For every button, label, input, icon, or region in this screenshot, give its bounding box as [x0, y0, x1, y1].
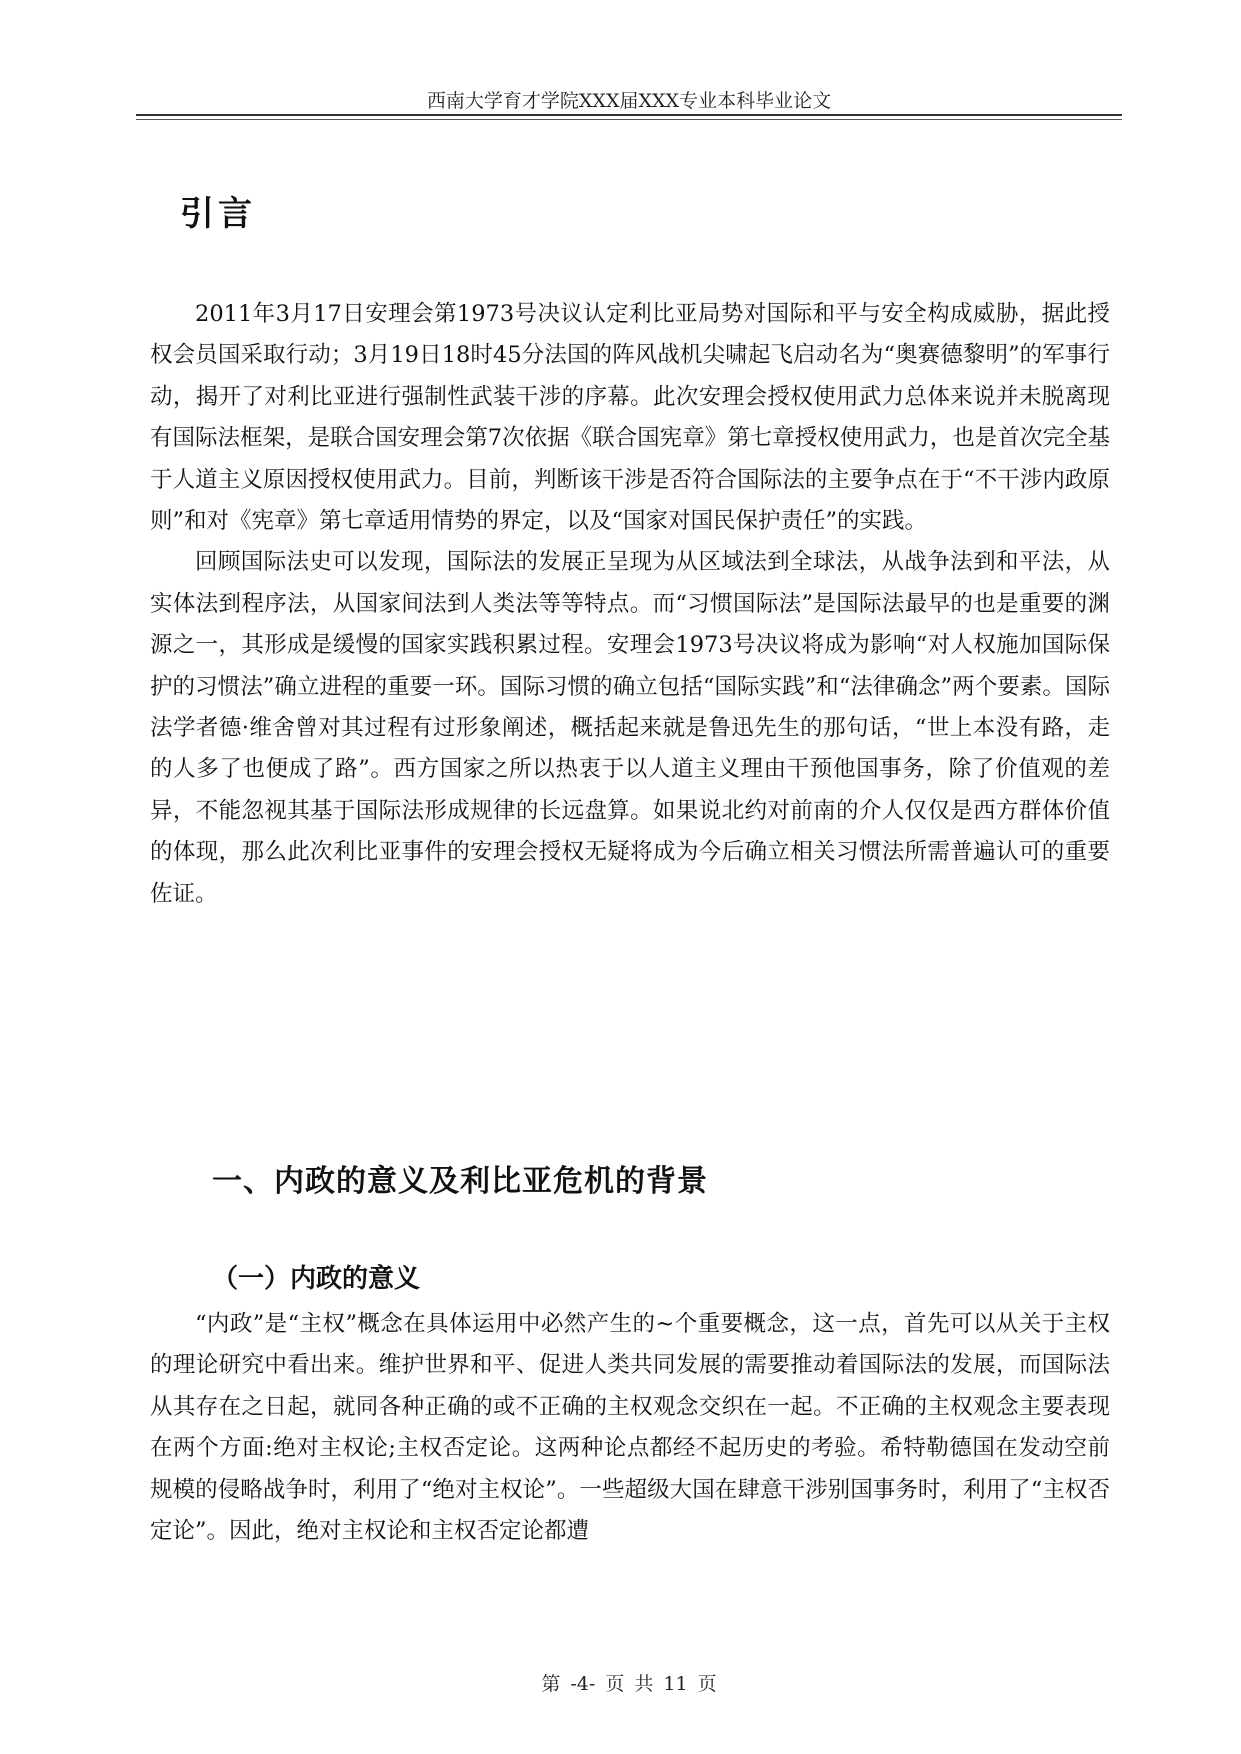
header-rule-thin: [136, 119, 1122, 120]
intro-body: [150, 294, 1110, 915]
subsection-1-1-body: [150, 1304, 1110, 1552]
subsection-1-1-paragraph-1: “内政”是“主权”概念在具体运用中必然产生的~个重要概念，这一点，首先可以从关于主权的理论研究中看出来。维护世界和平、促进人类共同发展的需要推动着国际法的发展，而国际法从其存在之日起，就同各种正确的或不正确的主权观念交织在一起。不正确的主权观念主要表现在两个方面:绝对主权论;主权否定论。这两种论点都经不起历史的考验。希特勒德国在发动空前规模的侵略战争时，利用了“绝对主权论”。一些超级大国在肆意干涉别国事务时，利用了“主权否定论”。因此，绝对主权论和主权否定论都遭: [150, 1311, 1110, 1545]
intro-heading: 引言: [180, 194, 256, 234]
page-number-footer: 第 -4- 页 共 11 页: [541, 1673, 717, 1695]
subsection-1-1-heading: （一）内政的意义: [212, 1264, 421, 1294]
intro-paragraph-2: 回顾国际法史可以发现，国际法的发展正呈现为从区域法到全球法，从战争法到和平法，从实体法到程序法，从国家间法到人类法等等特点。而“习惯国际法”是国际法最早的也是重要的渊源之一，其形成是缓慢的国家实践积累过程。安理会1973号决议将成为影响“对人权施加国际保护的习惯法”确立进程的重要一环。国际习惯的确立包括“国际实践”和“法律确念”两个要素。国际法学者德·维舍曾对其过程有过形象阐述，概括起来就是鲁迅先生的那句话，“世上本没有路，走的人多了也便成了路”。西方国家之所以热衷于以人道主义理由干预他国事务，除了价值观的差异，不能忽视其基于国际法形成规律的长远盘算。如果说北约对前南的介人仅仅是西方群体价值的体现，那么此次利比亚事件的安理会授权无疑将成为今后确立相关习惯法所需普遍认可的重要佐证。: [150, 549, 1110, 907]
header-rule: [136, 114, 1122, 116]
intro-paragraph-1: 2011年3月17日安理会第1973号决议认定利比亚局势对国际和平与安全构成威胁，据此授权会员国采取行动；3月19日18时45分法国的阵风战机尖啸起飞启动名为“奥赛德黎明”的军事行动，揭开了对利比亚进行强制性武装干涉的序幕。此次安理会授权使用武力总体来说并未脱离现有国际法框架，是联合国安理会第7次依据《联合国宪章》第七章授权使用武力，也是首次完全基于人道主义原因授权使用武力。目前，判断该干涉是否符合国际法的主要争点在于“不干涉内政原则”和对《宪章》第七章适用情势的界定，以及“国家对国民保护责任”的实践。: [150, 301, 1110, 535]
running-header: 西南大学育才学院XXX届XXX专业本科毕业论文: [426, 90, 832, 112]
section-1-heading: 一、内政的意义及利比亚危机的背景: [212, 1164, 708, 1199]
